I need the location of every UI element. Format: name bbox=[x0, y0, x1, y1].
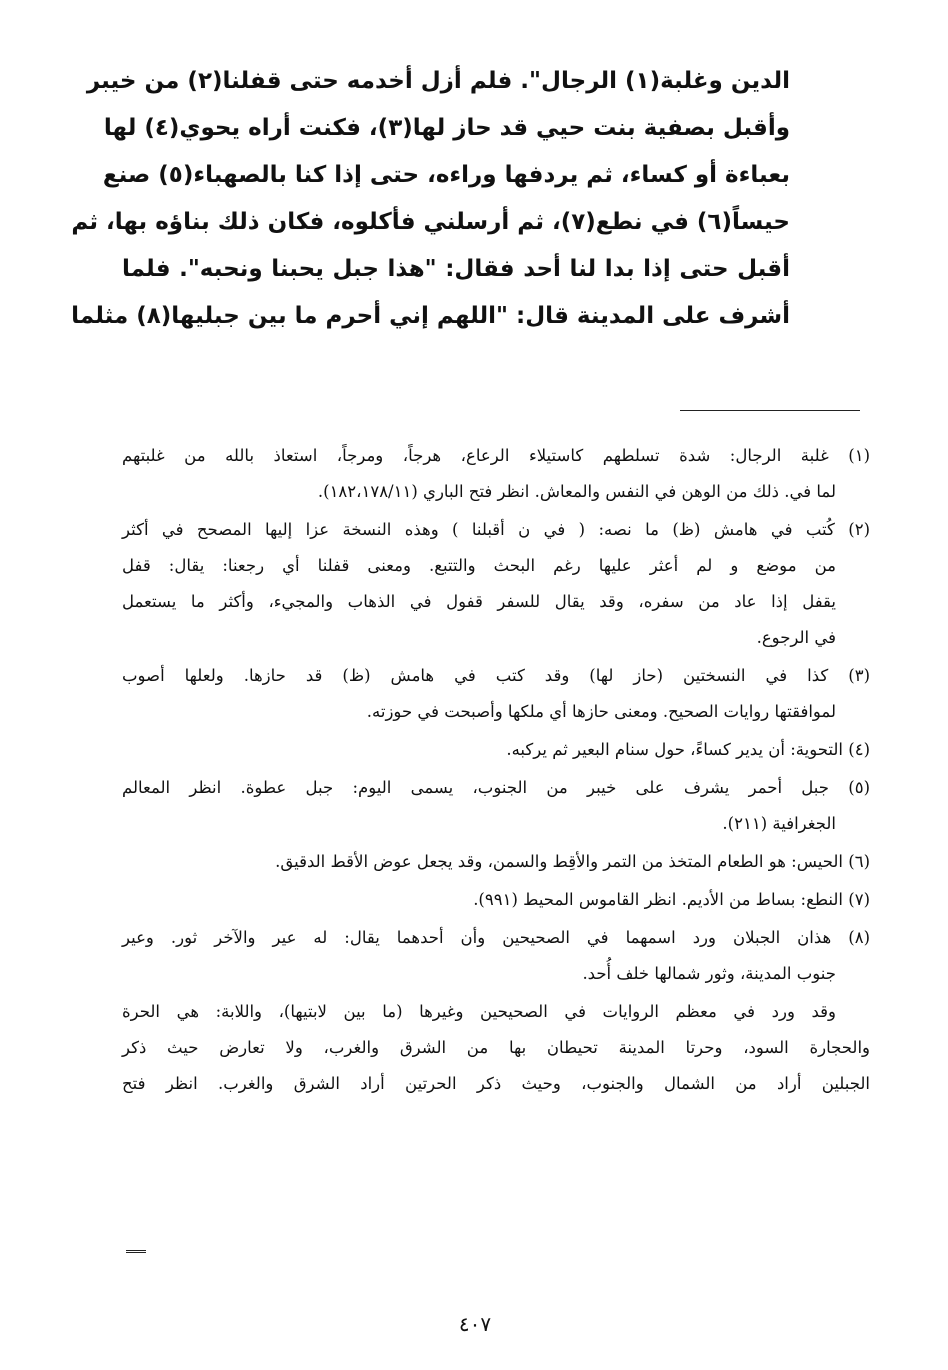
footnote-line: (٦) الحيس: هو الطعام المتخذ من التمر والأقِط والسمن، وقد يجعل عوض الأقط الدقيق. bbox=[275, 852, 870, 871]
footnote-line: لموافقتها روايات الصحيح. ومعنى حازها أي ملكها وأصبحت في حوزته. bbox=[366, 702, 836, 721]
footnote-line: لما في. ذلك من الوهن في النفس والمعاش. انظر فتح الباري (١٨٢،١٧٨/١١). bbox=[317, 482, 836, 501]
footnote-separator bbox=[680, 410, 860, 411]
footnote-line: الجبلين أراد من الشمال والجنوب، وحيث ذكر الحرتين أراد الشرق والغرب. انظر فتح bbox=[122, 1074, 870, 1093]
footnote-line: (٧) النطع: بساط من الأديم. انظر القاموس المحيط (٩٩١). bbox=[473, 890, 870, 909]
main-body-text bbox=[71, 58, 790, 340]
footnote-line: (١) غلبة الرجال: شدة تسلطهم كاستيلاء الرعاع، هرجاً، ومرجاً، استعاذ بالله من غلبتهم bbox=[122, 446, 870, 465]
continuation-mark bbox=[126, 1250, 146, 1253]
page-number: ٤٠٧ bbox=[458, 1312, 492, 1336]
body-line: الدين وغلبة(١) الرجال". فلم أزل أخدمه حتى قفلنا(٢) من خيبر bbox=[86, 68, 790, 94]
footnote-5 bbox=[122, 770, 870, 842]
footnote-line: (٨) هذان الجبلان ورد اسمهما في الصحيحين وأن أحدهما يقال: له عير والآخر ثور. وعير bbox=[122, 928, 870, 947]
footnotes-section bbox=[122, 438, 870, 1104]
footnote-6 bbox=[122, 844, 870, 880]
body-line: أقبل حتى إذا بدا لنا أحد فقال: "هذا جبل يحبنا ونحبه". فلما bbox=[122, 256, 790, 282]
footnote-line: الجغرافية (٢١١). bbox=[722, 814, 836, 833]
footnote-3 bbox=[122, 658, 870, 730]
footnote-line: من موضع و لم أعثر عليها رغم البحث والتتبع. ومعنى قفلنا أي رجعنا: يقال: قفل bbox=[122, 556, 836, 575]
footnote-line: (٥) جبل أحمر يشرف على خيبر من الجنوب، يسمى اليوم: جبل عطوة. انظر المعالم bbox=[122, 778, 870, 797]
footnote-8-continuation bbox=[122, 994, 870, 1102]
footnote-line: جنوب المدينة، وثور شمالها خلف أُحد. bbox=[582, 964, 836, 983]
footnote-line: وقد ورد في معظم الروايات في الصحيحين وغيرها (ما بين لابتيها)، واللابة: هي الحرة bbox=[122, 1002, 836, 1021]
body-line: بعباءة أو كساء، ثم يردفها وراءه، حتى إذا كنا بالصهباء(٥) صنع bbox=[102, 162, 790, 188]
footnote-line: والحجارة السود، وحرتا المدينة تحيطان بها من الشرق والغرب، ولا تعارض حيث ذكر bbox=[122, 1038, 870, 1057]
body-line: حيساً(٦) في نطع(٧)، ثم أرسلني فأكلوه، فكان ذلك بناؤه بها، ثم bbox=[71, 209, 790, 235]
footnote-2 bbox=[122, 512, 870, 656]
footnote-line: (٤) التحوية: أن يدير كساءً، حول سنام البعير ثم يركبه. bbox=[506, 740, 870, 759]
body-line: أشرف على المدينة قال: "اللهم إني أحرم ما بين جبليها(٨) مثلما bbox=[71, 303, 790, 329]
footnote-4 bbox=[122, 732, 870, 768]
footnote-line: في الرجوع. bbox=[756, 628, 836, 647]
footnote-line: يقفل إذا عاد من سفره، وقد يقال للسفر قفول في الذهاب والمجيء، وأكثر ما يستعمل bbox=[122, 592, 836, 611]
footnote-line: (٢) كُتب في هامش (ظ) ما نصه: ( في ن أقبلنا ) وهذه النسخة عزا إليها المصحح في أكثر bbox=[122, 520, 870, 539]
footnote-1 bbox=[122, 438, 870, 510]
body-line: وأقبل بصفية بنت حيي قد حاز لها(٣)، فكنت أراه يحوي(٤) لها bbox=[103, 115, 790, 141]
footnote-8 bbox=[122, 920, 870, 992]
footnote-line: (٣) كذا في النسختين (حاز لها) وقد كتب في هامش (ظ) قد حازها. ولعلها أصوب bbox=[122, 666, 870, 685]
footnote-7 bbox=[122, 882, 870, 918]
